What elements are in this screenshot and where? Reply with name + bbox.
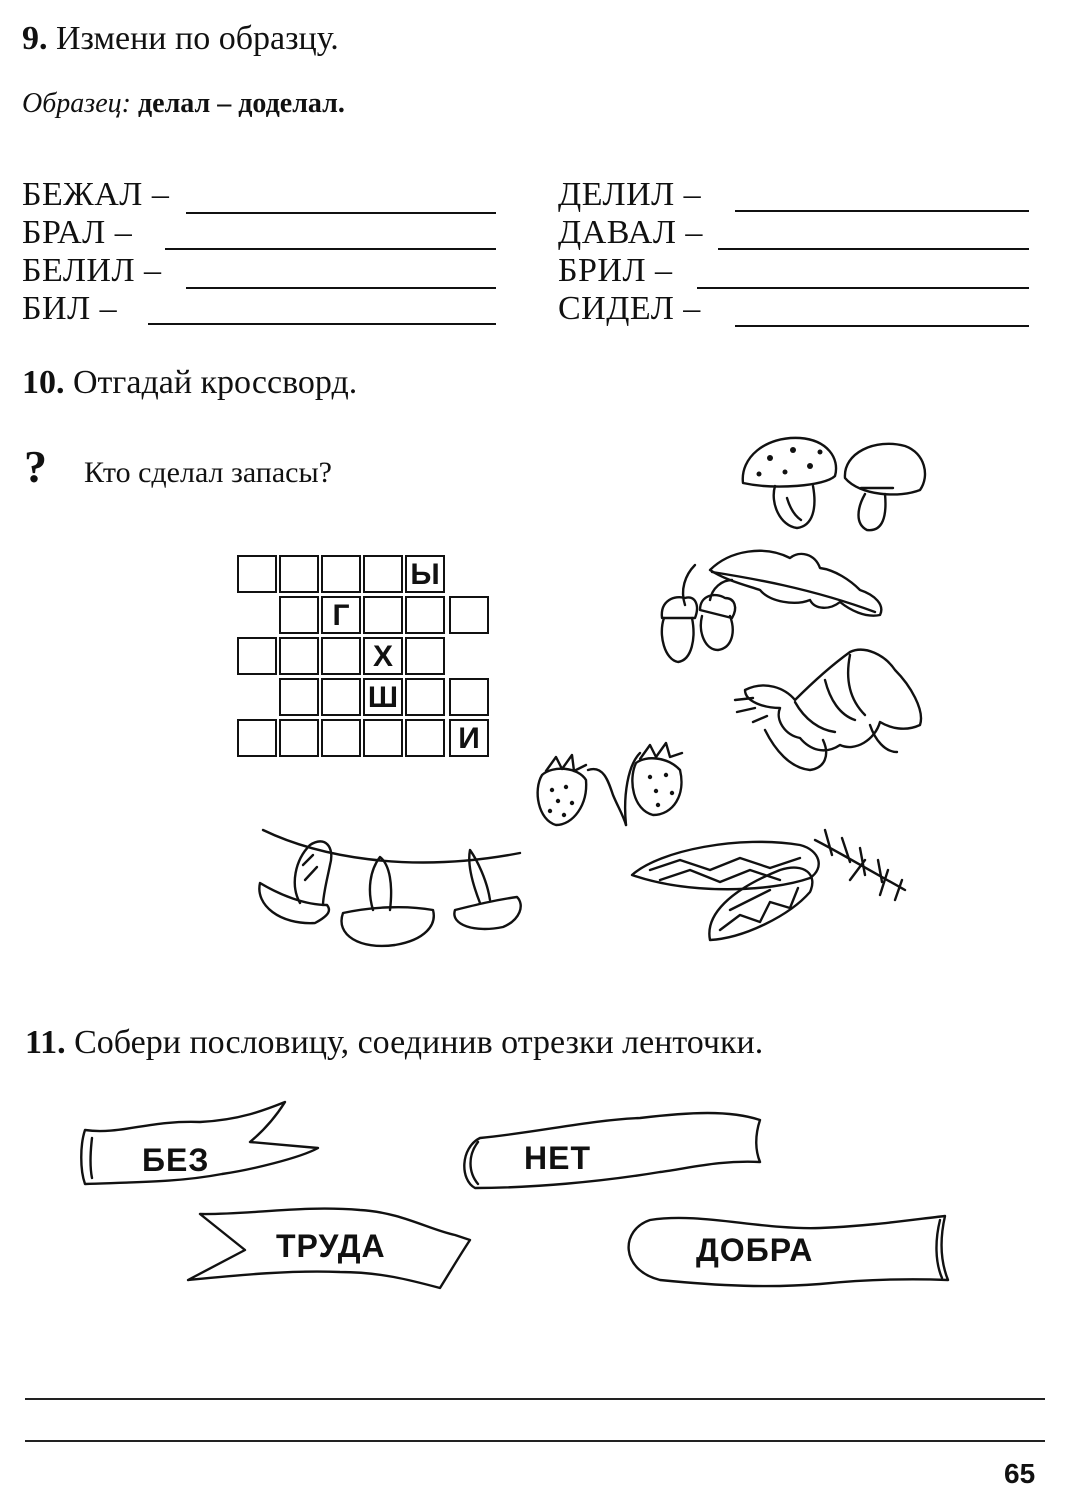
crossword-cell-h[interactable]: Х [363,637,403,675]
crossword-cell[interactable] [237,719,277,757]
task-11-title [25,1024,763,1062]
crossword-cell-sh[interactable]: Ш [363,678,403,716]
crossword-cell[interactable] [405,637,445,675]
task-10-number: 10. [22,364,65,401]
task-9-sample [22,88,345,120]
mushrooms-icon [735,428,935,538]
crossword-cell[interactable] [321,637,361,675]
crossword-cell[interactable] [279,637,319,675]
task-10-title [22,364,357,402]
crossword-cell[interactable] [449,596,489,634]
ribbon-net-outline [464,1113,760,1188]
crossword-cell[interactable] [237,637,277,675]
ribbon-truda[interactable]: ТРУДА [276,1228,386,1264]
crossword-question: Кто сделал запасы? [84,456,332,489]
crossword-cell[interactable] [405,719,445,757]
ribbon-dobra[interactable]: ДОБРА [696,1232,814,1268]
crossword-cell[interactable] [321,719,361,757]
task-9-title [22,20,339,58]
spruce-cones-icon [620,820,920,950]
crossword-cell[interactable] [321,678,361,716]
crossword-cell[interactable] [279,719,319,757]
ribbons-drawing [0,1090,1065,1310]
page-number: 65 [1004,1458,1036,1489]
crossword-cell[interactable] [279,596,319,634]
answer-line-left-2[interactable] [165,248,496,250]
answer-line-left-4[interactable] [148,323,496,325]
crossword-cell[interactable] [363,555,403,593]
crossword-cell-y[interactable]: Ы [405,555,445,593]
crossword-cell[interactable] [237,555,277,593]
task-11-heading: Собери пословицу, соединив отрезки ленточки. [74,1024,764,1061]
crossword-cell-i[interactable]: И [449,719,489,757]
word-left-1: БЕЖАЛ – [22,176,170,213]
task-10-heading: Отгадай кроссворд. [73,364,358,401]
task-9-heading: Измени по образцу. [56,20,339,57]
ribbon-bez[interactable]: БЕЗ [142,1142,210,1178]
crossword-cell[interactable] [405,678,445,716]
crossword-cell[interactable] [363,719,403,757]
hazelnuts-icon [725,640,935,780]
dried-mushrooms-icon [255,825,525,950]
crossword-cell[interactable] [449,678,489,716]
word-right-4: СИДЕЛ – [558,290,701,327]
crossword-cell[interactable] [405,596,445,634]
crossword-cell-g[interactable]: Г [321,596,361,634]
task-11-number: 11. [25,1024,66,1061]
word-right-1: ДЕЛИЛ – [558,176,702,213]
ribbon-net[interactable]: НЕТ [524,1140,591,1176]
sample-text: делал – доделал. [137,88,345,119]
word-left-3: БЕЛИЛ – [22,252,162,289]
answer-line-right-1[interactable] [735,210,1029,212]
crossword-cell[interactable] [363,596,403,634]
task-9-number: 9. [22,20,48,57]
answer-line-1[interactable] [25,1398,1045,1400]
crossword-cell[interactable] [321,555,361,593]
crossword-cell[interactable] [279,555,319,593]
word-right-2: ДАВАЛ – [558,214,703,251]
answer-line-right-2[interactable] [718,248,1029,250]
strawberries-icon [528,735,698,830]
answer-line-2[interactable] [25,1440,1045,1442]
answer-line-left-1[interactable] [186,212,496,214]
question-mark-icon: ? [24,441,47,492]
answer-line-right-3[interactable] [697,287,1029,289]
word-left-2: БРАЛ – [22,214,133,251]
answer-line-right-4[interactable] [735,325,1029,327]
word-right-3: БРИЛ – [558,252,673,289]
word-left-4: БИЛ – [22,290,118,327]
answer-line-left-3[interactable] [186,287,496,289]
crossword-cell[interactable] [279,678,319,716]
sample-label: Образец: [22,88,131,119]
